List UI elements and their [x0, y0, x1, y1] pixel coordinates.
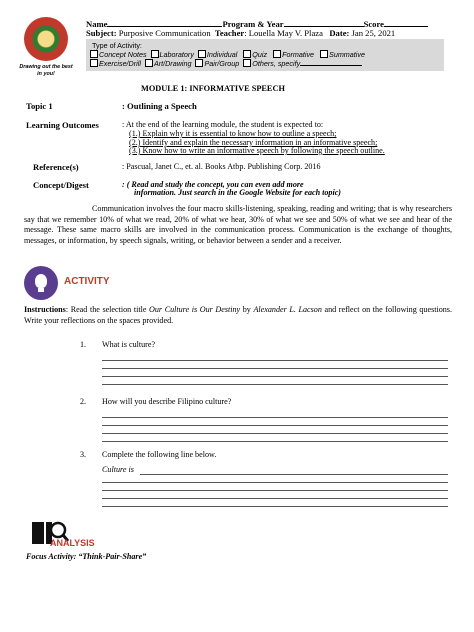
teacher-value: : Louella May V. Plaza — [244, 28, 323, 38]
activity-heading: ACTIVITY — [64, 276, 110, 287]
answer-line[interactable] — [102, 490, 448, 491]
answer-line[interactable] — [102, 425, 448, 426]
option-pair-group: Pair/Group — [204, 59, 240, 68]
score-label: Score — [363, 19, 384, 29]
question-2-number: 2. — [80, 397, 87, 406]
instructions — [24, 305, 452, 326]
focus-activity-value: “Think-Pair-Share” — [78, 552, 147, 561]
activity-type-title: Type of Activity: — [92, 41, 142, 50]
option-individual: Individual — [206, 50, 238, 59]
option-exercise-drill: Exercise/Drill — [99, 59, 141, 68]
concept-line-2: information. Just search in the Google Website for each topic) — [134, 188, 341, 197]
score-field[interactable] — [384, 18, 428, 27]
references-label: Reference(s) — [33, 162, 79, 172]
checkbox-concept-notes[interactable] — [90, 50, 98, 58]
analysis-heading: ANALYSIS — [50, 538, 95, 548]
learning-outcome-2: (2.) Identify and explain the necessary information in an informative speech; — [129, 138, 378, 147]
activity-type-row-1 — [88, 50, 365, 59]
concept-label: Concept/Digest — [33, 180, 89, 190]
focus-activity-label: Focus Activity: — [26, 552, 77, 561]
school-tagline: Drawing out the best in you! — [19, 64, 73, 77]
topic-value: : Outlining a Speech — [122, 101, 197, 111]
culture-prompt: Culture is — [102, 465, 134, 474]
checkbox-summative[interactable] — [320, 50, 328, 58]
header-row-2 — [86, 28, 395, 38]
checkbox-laboratory[interactable] — [151, 50, 159, 58]
learning-outcome-1: (1.) Explain why it is essential to know how to outline a speech; — [129, 129, 337, 138]
name-label: Name — [86, 19, 108, 29]
instructions-text-c: and reflect on the following questions. Write your reflections on the spaces provided. — [24, 305, 452, 325]
instructions-text-a: : Read the selection title — [65, 305, 150, 314]
others-specify-field[interactable] — [300, 59, 362, 66]
answer-line[interactable] — [102, 482, 448, 483]
option-others: Others, specify — [252, 59, 301, 68]
question-3-number: 3. — [80, 450, 87, 459]
selection-title: Our Culture is Our Destiny — [149, 305, 241, 314]
module-title: MODULE 1: INFORMATIVE SPEECH — [141, 84, 285, 93]
checkbox-individual[interactable] — [198, 50, 206, 58]
option-art-drawing: Art/Drawing — [153, 59, 192, 68]
learning-outcome-3: (3.) Know how to write an informative speech by following the speech outline. — [129, 146, 385, 155]
answer-line[interactable] — [102, 376, 448, 377]
checkbox-pair-group[interactable] — [195, 59, 203, 67]
program-field[interactable] — [284, 18, 364, 27]
references-value: : Pascual, Janet C., et. al. Books Atbp. Publishing Corp. 2016 — [122, 162, 321, 171]
checkbox-formative[interactable] — [273, 50, 281, 58]
teacher-label: Teacher — [214, 28, 245, 38]
option-concept-notes: Concept Notes — [99, 50, 147, 59]
date-label: Date: — [329, 28, 350, 38]
option-laboratory: Laboratory — [159, 50, 194, 59]
option-quiz: Quiz — [252, 50, 268, 59]
topic-label: Topic 1 — [26, 101, 53, 111]
name-field[interactable] — [107, 18, 222, 27]
lightbulb-icon — [24, 266, 58, 300]
answer-line[interactable] — [102, 360, 448, 361]
checkbox-exercise-drill[interactable] — [90, 59, 98, 67]
option-formative: Formative — [282, 50, 315, 59]
question-1-number: 1. — [80, 340, 87, 349]
concept-paragraph: Communication involves the four macro skills-listening, speaking, reading and writing; that is why researchers say that we remember 10% of what we read, 20% of what we hear, 30% of what we see and 50% of what we see and hear of the message. These same macro skills are involved in the communication process. Communication is the exchange of thoughts, messages, or information, by speech signals, writing, or behavior between a sender and a receiver. — [24, 204, 452, 245]
learning-outcomes-label: Learning Outcomes — [26, 120, 99, 130]
answer-line[interactable] — [102, 433, 448, 434]
answer-line[interactable] — [102, 417, 448, 418]
checkbox-quiz[interactable] — [243, 50, 251, 58]
question-2-text: How will you describe Filipino culture? — [102, 397, 232, 406]
subject-value: Purposive Communication — [118, 28, 211, 38]
answer-line[interactable] — [140, 474, 448, 475]
concept-line-1: : ( Read and study the concept, you can even add more — [122, 180, 304, 189]
checkbox-art-drawing[interactable] — [145, 59, 153, 67]
activity-type-row-2 — [88, 59, 362, 68]
instructions-label: Instructions — [24, 305, 66, 314]
date-value: Jan 25, 2021 — [351, 28, 396, 38]
answer-line[interactable] — [102, 368, 448, 369]
learning-outcomes-intro: : At the end of the learning module, the student is expected to: — [122, 120, 324, 129]
subject-label: Subject: — [86, 28, 117, 38]
option-summative: Summative — [329, 50, 365, 59]
question-3-text: Complete the following line below. — [102, 450, 217, 459]
instructions-text-b: by — [240, 305, 254, 314]
answer-line[interactable] — [102, 506, 448, 507]
school-logo — [24, 17, 68, 61]
program-label: Program & Year — [222, 19, 284, 29]
checkbox-others[interactable] — [243, 59, 251, 67]
answer-line[interactable] — [102, 384, 448, 385]
selection-author: Alexander L. Lacson — [253, 305, 322, 314]
answer-line[interactable] — [102, 498, 448, 499]
focus-activity — [26, 552, 146, 561]
question-1-text: What is culture? — [102, 340, 156, 349]
answer-line[interactable] — [102, 441, 448, 442]
